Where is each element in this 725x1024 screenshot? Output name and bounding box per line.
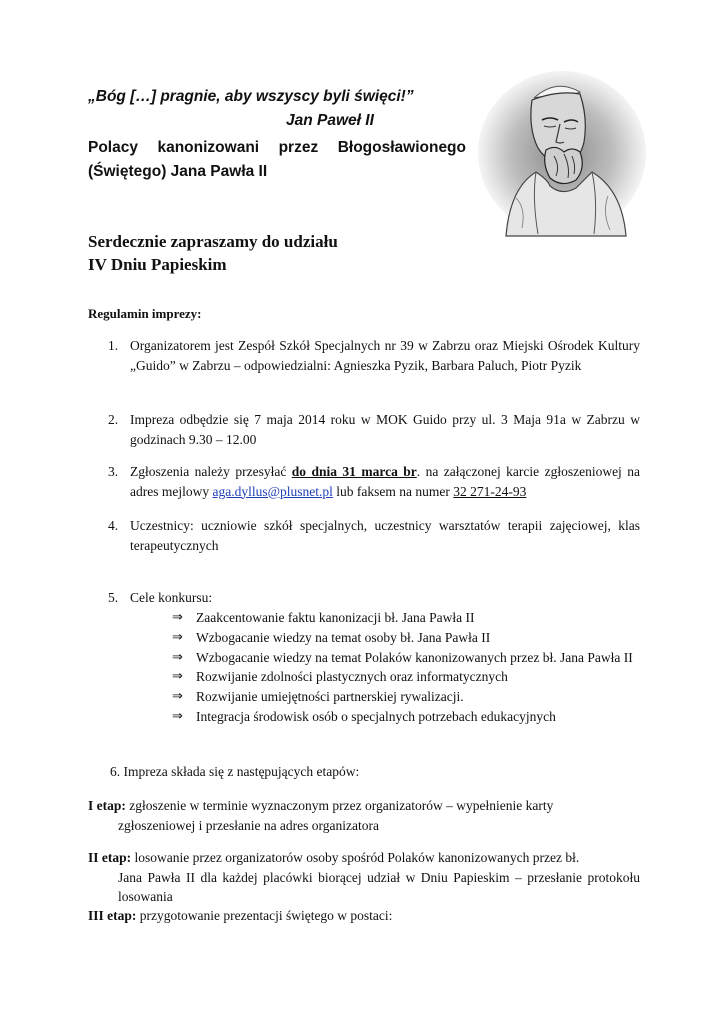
list-item-number: 4. [108,518,119,533]
deadline: do dnia 31 marca br [291,464,417,479]
stage-first-line [88,906,640,926]
title-word: przez [278,139,319,156]
goal-item [172,667,640,687]
list-item-text: Cele konkursu: [130,590,213,605]
invitation-line-2: IV Dniu Papieskim [88,255,227,274]
goal-item [172,687,640,707]
goal-text: Wzbogacanie wiedzy na temat osoby bł. Jana Pawła II [196,629,491,645]
fax-number: 32 271-24-93 [453,483,527,499]
list-item [108,336,640,375]
list-item [108,410,640,449]
stage-label: I etap: [88,798,126,813]
goal-item [172,707,640,727]
goal-text: Rozwijanie zdolności plastycznych oraz informatycznych [196,669,508,685]
stage-item [88,796,640,835]
goal-text: Wzbogacanie wiedzy na temat Polaków kanonizowanych przez bł. Jana Pawła II [196,649,633,665]
pope-portrait-sketch [476,68,648,238]
arrow-icon: ⇒ [172,629,183,645]
arrow-icon: ⇒ [172,708,183,724]
list-item-number: 3. [108,464,119,479]
list-item [108,462,640,501]
invitation-heading [88,230,338,276]
goal-item [172,628,640,648]
list-item-number: 1. [108,338,119,353]
list-item-number: 2. [108,412,119,427]
list-item-number: 5. [108,590,119,605]
document-title [88,136,466,184]
stage-text: zgłoszenie w terminie wyznaczonym przez organizatorów – wypełnienie karty [125,798,554,813]
list-item-text [130,462,640,501]
text-fragment: . na załączonej karcie zgłoszeniowej na adres mejlowy [130,464,640,499]
arrow-icon: ⇒ [172,649,183,665]
list-item-text: Impreza składa się z następujących etapów: [120,764,360,779]
title-word: kanonizowani [157,139,260,156]
email-link[interactable]: aga.dyllus@plusnet.pl [212,483,333,499]
stage-first-line [88,848,640,868]
text-fragment: lub faksem na numer [332,483,454,499]
stage-label: III etap: [88,908,137,923]
list-item [108,516,640,555]
arrow-icon: ⇒ [172,689,183,705]
quote-author: Jan Paweł II [286,112,374,129]
text-fragment: Zgłoszenia należy przesyłać [130,464,292,479]
stage-continuation: zgłoszeniowej i przesłanie na adres organizatora [118,817,380,833]
list-item-text: Organizatorem jest Zespół Szkół Specjalnych nr 39 w Zabrzu oraz Miejski Ośrodek Kultury „Guido” w Zabrzu – odpowiedzialni: Agnieszka Pyzik, Barbara Paluch, Piotr Pyzik [130,338,640,373]
goal-text: Zaakcentowanie faktu kanonizacji bł. Jana Pawła II [196,610,475,625]
title-word: Polacy [88,139,138,156]
title-line-1 [88,136,466,160]
goal-item [172,608,640,628]
goal-item [172,648,640,668]
stage-text: losowanie przez organizatorów osoby spośród Polaków kanonizowanych przez bł. [131,850,580,865]
list-item-text: Impreza odbędzie się 7 maja 2014 roku w MOK Guido przy ul. 3 Maja 91a w Zabrzu w godzinach 9.30 – 12.00 [130,412,640,447]
stage-label: II etap: [88,850,132,865]
regulations-title: Regulamin imprezy: [88,306,202,321]
stage-text: przygotowanie prezentacji świętego w postaci: [136,908,393,923]
stage-item [88,848,640,907]
stage-first-line [88,796,640,816]
stage-item [88,906,640,926]
quote: „Bóg […] pragnie, aby wszyscy byli święci!” [88,88,414,105]
goals-list [172,608,640,727]
stage-continuation: Jana Pawła II dla każdej placówki biorącej udział w Dniu Papieskim – przesłanie protokołu losowania [118,869,640,904]
list-item [108,588,640,608]
arrow-icon: ⇒ [172,610,183,625]
goal-text: Integracja środowisk osób o specjalnych potrzebach edukacyjnych [196,708,556,724]
arrow-icon: ⇒ [172,669,183,685]
list-item-text: Uczestnicy: uczniowie szkół specjalnych, uczestnicy warsztatów terapii zajęciowej, klas terapeutycznych [130,518,640,553]
list-item-number: 6. [110,764,121,779]
title-word: Błogosławionego [337,139,466,156]
title-line-2: (Świętego) Jana Pawła II [88,163,268,180]
invitation-line-1: Serdecznie zapraszamy do udziału [88,232,338,251]
list-item [110,764,359,780]
goal-text: Rozwijanie umiejętności partnerskiej rywalizacji. [196,689,464,705]
